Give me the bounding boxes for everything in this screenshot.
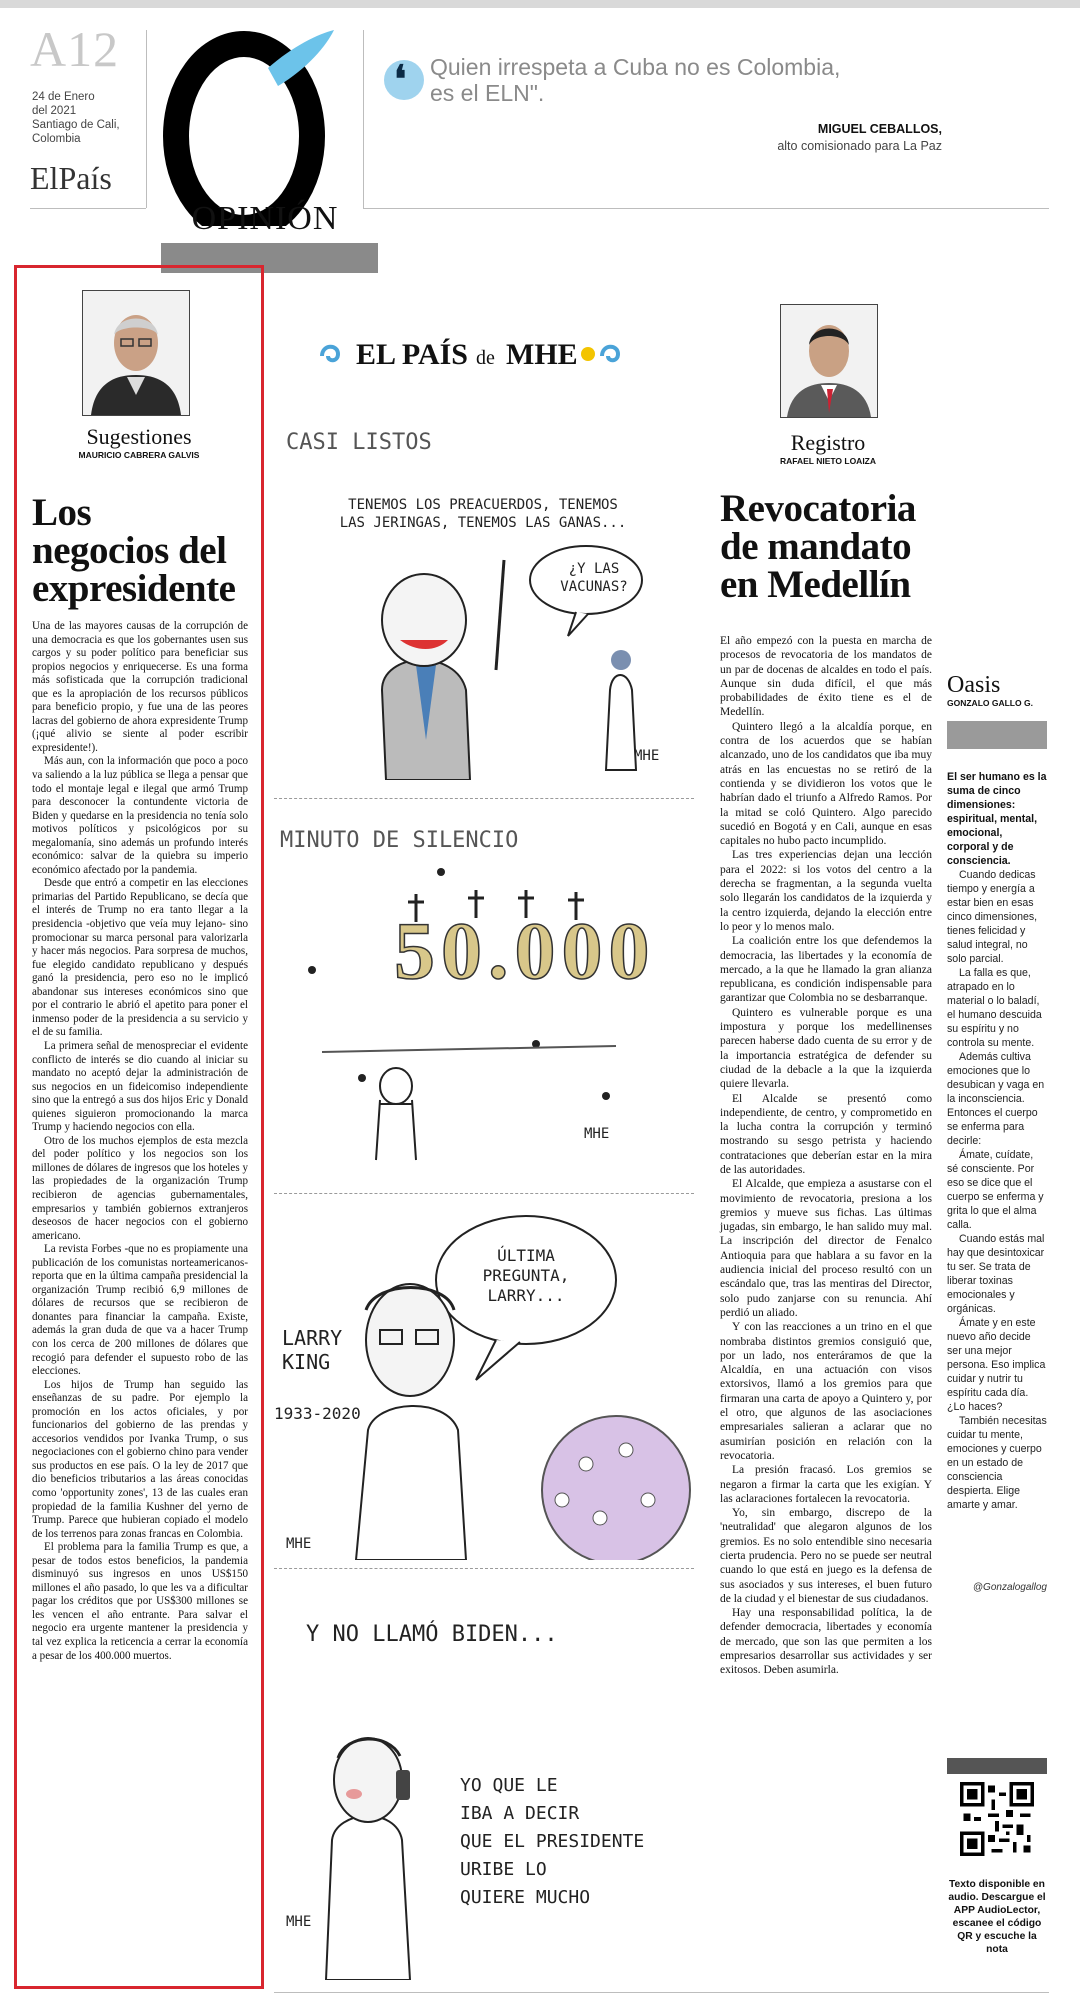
cartoon-number: 50.000 — [394, 905, 656, 996]
author-photo — [780, 304, 878, 418]
divider — [363, 30, 364, 208]
panel-divider — [274, 1193, 694, 1194]
panel-title: CASI LISTOS — [286, 430, 432, 455]
cartoonist-signature: MHE — [634, 748, 660, 764]
paragraph: Desde que entró a competir en las elecciones primarias del Partido Republicano, se decía que el interés de Trump no era tanto llegar a la presidencia -objetivo que veía muy lejano- sino promocionar su marca personal para valorizarla y hacer más negocios. Para sorpresa de muchos, fue elegido candidato republicano y después ganó la presidencia, pero eso no le implicó abandonar sus intereses económicos sino que por el contrario le abrió el apetito para poner el inmenso poder de la presidencia a su servicio y el de su familia. — [32, 877, 248, 1039]
text-line: YO QUE LE — [460, 1775, 558, 1796]
bubble-line: LARRY... — [487, 1286, 565, 1305]
quote-line: Quien irrespeta a Cuba no es Colombia, — [430, 54, 841, 80]
qr-code[interactable] — [960, 1782, 1034, 1856]
quote-mark: ❛ — [394, 56, 407, 101]
headline-line: en Medellín — [720, 563, 911, 606]
quote-author: MIGUEL CEBALLOS, — [817, 122, 942, 136]
panel-title: MINUTO DE SILENCIO — [280, 828, 519, 853]
speech-bubble — [466, 1246, 586, 1306]
paragraph: Cuando estás mal hay que desintoxicar tu ser. Se trata de liberar toxinas emocionales y orgánicas. — [947, 1233, 1045, 1315]
divider — [30, 208, 146, 209]
oasis-body — [947, 770, 1047, 1512]
cartoonist-signature: MHE — [286, 1914, 312, 1930]
audio-instructions: Texto disponible en audio. Descargue el APP AudioLector, escanee el código QR y escuche la nota — [948, 1879, 1046, 1955]
paragraph: La primera señal de menospreciar el evidente conflicto de interés se dio cuando al iniciar su mandato no aceptó dejar la administración de sus negocios en un fideicomiso independiente sino que la entregó a sus dos hijos Eric y Donald quienes siguieron promocionando la marca Trump y haciendo negocios con ella. — [32, 1039, 248, 1134]
column-name: Sugestiones — [86, 424, 192, 449]
column-author: MAURICIO CABRERA GALVIS — [78, 450, 200, 460]
paragraph: Además cultiva emociones que lo desubican y vaga en la inconsciencia. Entonces el cuerpo se enferma para decirle: — [947, 1051, 1045, 1147]
bubble-line: VACUNAS? — [560, 579, 628, 595]
paragraph: Quintero es vulnerable porque es una impostura y porque los medellinenses parecen haberse dado cuenta de su error y de la importancia estratégica de defender su ciudad de la debacle a la que la izquierda quiere llevarla. — [720, 1006, 932, 1091]
opinion-logo — [158, 26, 343, 226]
article-headline — [32, 491, 252, 610]
paragraph: Ámate y en este nuevo año decide ser una mejor persona. Eso implica cuidar y nutrir tu espíritu cada día. ¿Lo haces? — [947, 1317, 1046, 1413]
banner-mid: de — [476, 347, 495, 369]
paragraph: Las tres experiencias dejan una lección para el 2022: si los votos del centro a la derecha se fragmentan, a la segunda vuelta solo llegarán los candidatos de la izquierda y la centro izquierda, dejando la elección entre lo peor y lo menos malo. — [720, 849, 932, 933]
article-body — [32, 620, 248, 1663]
paragraph: El problema para la familia Trump es que, a pesar de todos estos beneficios, la pandemia disminuyó sus ingresos en unos US$150 millones el año pasado, lo que les va a dificultar pagar los créditos que por US$300 millones se les vencen el año entrante. Para salvar el negocio era urgente mantener la presidencia y tal vez explica la reticencia a cerrar la economía a pesar de los 400.000 muertos. — [32, 1541, 248, 1662]
quote-icon — [384, 56, 424, 101]
paragraph: Otro de los muchos ejemplos de esta mezcla del poder político y los negocios son los millones de dólares de ingresos que los hoteles y las propiedades de la organización Trump recibieron de agencias gubernamentales, empresarios y también gobiernos extranjeros deseosos de hacer negocios con el gobierno americano. — [32, 1134, 248, 1242]
text-line: QUE EL PRESIDENTE — [460, 1831, 645, 1852]
qr-band — [947, 1758, 1047, 1774]
cartoon-banner — [316, 330, 626, 378]
paragraph: Una de las mayores causas de la corrupción de una democracia es que los gobernantes usen sus cargos y su poder político para beneficiar sus propios negocios y enriquecerse. Es una forma más sofisticada que la corrupción tradicional que es la apropiación de los recursos públicos para beneficio propio, y fue una de las peores lacras del gobierno de ahora expresidente Trump (¡qué alivio se siente al poder escribir expresidente!). — [32, 620, 248, 754]
paragraph: Ámate, cuídate, sé consciente. Por eso se dice que el cuerpo se enferma y grita lo que el alma calla. — [947, 1149, 1044, 1231]
divider — [363, 208, 1049, 209]
bubble-line: ¿Y LAS — [568, 561, 620, 577]
date-line: Colombia — [32, 133, 81, 145]
paragraph: Hay una responsabilidad política, la de defender democracia, libertades y economía de mercado, que son las que permiten a los empresarios desarrollar sus actividades y ser exitosos. Deben asumirla. — [720, 1607, 932, 1677]
label-line: LARRY — [282, 1326, 343, 1350]
author-photo — [82, 290, 190, 416]
date-line: del 2021 — [32, 105, 77, 117]
paragraph: La coalición entre los que defendemos la democracia, las libertades y la economía de mercado, a la que he llamado la gran alianza republicana, es condición indispensable para garantizar que Colombia no se desbarranque. — [720, 935, 932, 1005]
author-handle: @Gonzalogallog — [972, 1582, 1047, 1593]
date-line: Santiago de Cali, — [32, 119, 120, 131]
headline-line: Revocatoria — [720, 487, 916, 530]
column-name: Oasis — [947, 672, 1001, 698]
headline-line: expresidente — [32, 567, 236, 610]
divider — [146, 30, 147, 208]
banner-left: EL PAÍS — [356, 338, 468, 371]
bubble-line: PREGUNTA, — [482, 1266, 570, 1285]
column-author: RAFAEL NIETO LOAIZA — [779, 456, 877, 466]
paragraph: El Alcalde, que empieza a asustarse con el movimiento de revocatoria, presiona a los gremios y mueve sus fichas. Las últimas jugadas, sin embargo, le han salido muy mal. La inscripción del director de Fenalco Antioquia para que hablara a su favor en la audiencia inicial del proceso resultó con un escándalo que, tras las mentiras del Director, solo pudo zanjarse con su renuncia. Ahí perdió un aliado. — [720, 1178, 932, 1319]
article-body — [720, 634, 932, 1678]
paragraph: La falla es que, atrapado en lo material o lo baladí, el humano descuida su espíritu y no controla su mente. — [947, 967, 1042, 1049]
headline-line: de mandato — [720, 525, 912, 568]
featured-quote — [430, 54, 930, 106]
paragraph: Quintero llegó a la alcaldía porque, en contra de los acuerdos que se habían alcanzado, uno de los candidatos que iba muy atrás en las encuestas no se retiró de la contienda y se dividieron los votos que le habrían dado el triunfo a Alfredo Ramos. Por la mitad se coló Quintero. Algo parecido sucedió en Bogotá y en Cali, aunque en esas capitales no hubo pacto incumplido. — [720, 720, 932, 848]
paragraph: También necesitas cuidar tu mente, emociones y cuerpo en un estado de consciencia despierta. Elige amarte y amar. — [947, 1415, 1047, 1511]
cartoon-years: 1933-2020 — [274, 1404, 361, 1423]
top-bar — [0, 0, 1080, 8]
quote-line: es el ELN". — [430, 80, 545, 106]
speech-bubble — [548, 560, 640, 596]
paragraph: Cuando dedicas tiempo y energía a estar bien en esas cinco dimensiones, tienes felicidad y salud integral, no solo parcial. — [947, 869, 1038, 965]
lead-paragraph: El ser humano es la suma de cinco dimensiones: espiritual, mental, emocional, corporal y de consciencia. — [947, 771, 1047, 867]
banner-right: MHE — [506, 338, 578, 371]
section-title: OPINIÓN — [191, 200, 339, 237]
column-author: GONZALO GALLO G. — [947, 698, 1033, 708]
label-line: KING — [282, 1350, 331, 1374]
panel-title: Y NO LLAMÓ BIDEN... — [306, 1622, 558, 1647]
caption-line: TENEMOS LOS PREACUERDOS, TENEMOS — [348, 497, 618, 513]
column-name: Registro — [790, 430, 866, 455]
headline-line: negocios del — [32, 529, 227, 572]
column-band — [947, 721, 1047, 749]
cartoon-caption — [318, 496, 648, 532]
caption-line: LAS JERINGAS, TENEMOS LAS GANAS... — [339, 515, 627, 531]
newspaper-name: ElPaís — [30, 160, 112, 196]
bubble-line: ÚLTIMA — [497, 1246, 555, 1265]
text-line: IBA A DECIR — [460, 1803, 580, 1824]
date-line: 24 de Enero — [32, 91, 95, 103]
divider — [274, 1992, 1049, 1993]
paragraph: Yo, sin embargo, discrepo de la 'neutralidad' que alegaron algunos de los gremios. Es no solo entendible sino necesaria cierta prudencia. Pero no se puede ser neutral cuando lo que está en juego es la defensa de sus asociados y sus intereses, el buen futuro de la ciudad y el bienestar de sus ciudadanos. — [720, 1507, 932, 1605]
paragraph: Y con las reacciones a un trino en el que nombraba distintos gremios consiguió que, por un lado, nos enteráramos de que la Alcaldía, en una actuación con visos extorsivos, llamó a los gremios para que firmaran una carta de apoyo a Quintero y, por el otro, que algunos de las asociaciones empresariales salieran a aclarar que no asumirían posición en relación con la revocatoria. — [720, 1321, 932, 1462]
cartoon-text — [460, 1772, 644, 1912]
paragraph: La presión fracasó. Los gremios se negaron a firmar la carta que les exigían. Y las aclaraciones fortalecen la revocatoria. — [720, 1464, 932, 1505]
dateline — [32, 90, 142, 146]
paragraph: El año empezó con la puesta en marcha de procesos de revocatoria de los mandatos de un par de docenas de alcaldes en todo el país. Aunque sin duda difícil, el que más probabilidades de éxito tiene es el de Medellín. — [720, 635, 932, 719]
panel-divider — [274, 1568, 694, 1569]
cartoon-label — [282, 1326, 342, 1374]
paragraph: La revista Forbes -que no es propiamente una publicación de los comunistas norteamericanos- reporta que en la última campaña presidencial la organización Trump recibió 6,9 millones de dólares de recursos que se recibieron de donantes para financiar la campaña. Existe, además la gran duda de que va a hacer Trump con los cerca de 200 millones de dólares que recogió para defender el supuesto robo de las elecciones. — [32, 1243, 248, 1378]
paragraph: El Alcalde se presentó como independiente, de centro, y comprometido en la lucha contra la corrupción y terminó mostrando su sesgo petrista y haciendo contrataciones que deberían estar en la mira de las autoridades. — [720, 1092, 932, 1176]
cartoonist-signature: MHE — [584, 1126, 610, 1142]
quote-role: alto comisionado para La Paz — [777, 139, 942, 153]
cartoonist-signature: MHE — [286, 1536, 312, 1552]
paragraph: Más aun, con la información que poco a poco va saliendo a la luz pública se llega a pensar que todo el montaje legal e ilegal que armó Trump para desconocer la contundente victoria de Biden y quedarse en la presidencia no tenía solo motivos políticos y psicológicos por su megalomanía, sino además un profundo interés económico: salvar de la quiebra su imperio económico afectado por la pandemia. — [32, 755, 248, 876]
text-line: URIBE LO — [460, 1859, 547, 1880]
text-line: QUIERE MUCHO — [460, 1887, 591, 1908]
panel-divider — [274, 798, 694, 799]
cartoon-drawing — [276, 1690, 476, 1980]
headline-line: Los — [32, 491, 92, 534]
article-headline — [720, 487, 950, 606]
page-number: A12 — [30, 21, 120, 77]
paragraph: Los hijos de Trump han seguido las enseñanzas de su padre. Por ejemplo la promoción en los actos oficiales, y por funcionarios del gobierno de las prendas y accesorios vendidos por Ivanka Trump, o sus negociaciones con el gobierno chino para vender sus productos en ese país. O la ley de 2017 que dio beneficios tributarios a las áreas conocidas como 'opportunity zones', 13 de las cuales eran propiedad de la familia Kushner del yerno de Trump. Parece que hubieran copiado el modelo de los terrenos para zonas francas en Colombia. — [32, 1378, 248, 1540]
